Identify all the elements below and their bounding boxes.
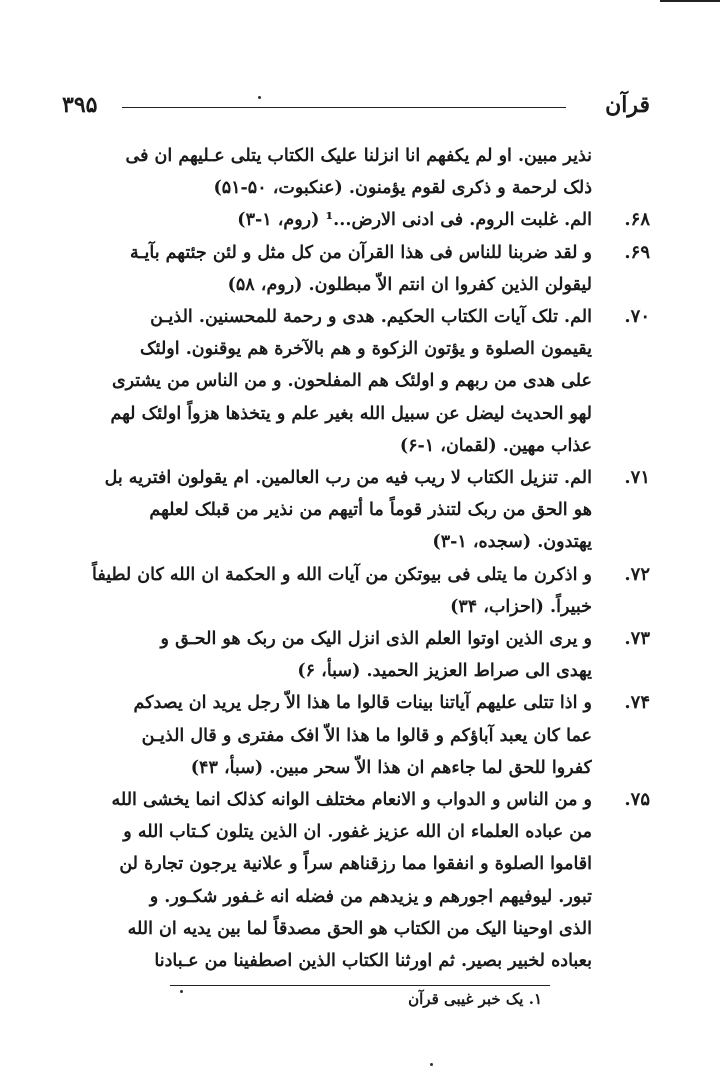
verse-line: علی هدی من ربهم و اولئک هم المفلحون. و من الناس من یشتری <box>111 371 592 392</box>
verse-number: ۶۹. <box>624 241 650 263</box>
verse-line: الم. غلبت الروم. فی ادنی الارض...¹ (روم، ۱-۳) <box>237 210 592 231</box>
verse-number: ۷۴. <box>624 692 650 714</box>
verse-text <box>62 140 592 204</box>
verse-line: هو الحق من ربک لتنذر قوماً ما أتیهم من نذیر من قبلک لعلهم <box>149 500 592 521</box>
verse-line: الم. تنزیل الکتاب لا ریب فیه من رب العالمین. ام یقولون افتریه بل <box>104 468 592 489</box>
verse-text <box>62 301 592 462</box>
verse-number: ۶۸. <box>624 209 650 231</box>
scan-speck <box>430 1063 433 1066</box>
verse-block <box>62 301 650 462</box>
verse-line: نذیر مبین. او لم یکفهم انا انزلنا علیک الکتاب یتلی عـلیهم ان فی <box>125 146 592 166</box>
footnote-rule <box>170 985 550 986</box>
verse-line: الذی اوحینا الیک من الکتاب هو الحق مصدقاً لما بین یدیه ان الله <box>127 918 592 939</box>
verse-block <box>62 559 650 623</box>
verse-line: لهو الحدیث لیضل عن سبیل الله بغیر علم و یتخذها هزواً اولئک لهم <box>110 403 592 424</box>
footnote: ۱. یک خبر غیبی قرآن <box>408 990 542 1008</box>
verse-line: و من الناس و الدواب و الانعام مختلف الوانه کذلک انما یخشی الله <box>111 790 592 811</box>
verse-line: یقیمون الصلوة و یؤتون الزکوة و هم بالآخرة هم یوقنون. اولئک <box>140 339 592 360</box>
verse-line: و اذکرن ما یتلی فی بیوتکن من آیات الله و الحکمة ان الله کان لطیفاً <box>92 564 592 585</box>
verse-text <box>62 462 592 559</box>
verse-block <box>62 623 650 687</box>
verse-text <box>62 204 592 236</box>
verse-number: ۷۱. <box>624 467 650 489</box>
verse-number: ۷۳. <box>624 628 650 650</box>
verse-line: عذاب مهین. (لقمان، ۱-۶) <box>399 435 592 456</box>
verse-line: و یری الذین اوتوا العلم الذی انزل الیک من ربک هو الحـق و <box>160 629 592 650</box>
verse-line: کفروا للحق لما جاءهم ان هذا الاّ سحر مبین. (سبأ، ۴۳) <box>190 757 592 778</box>
verse-block <box>62 687 650 784</box>
verse-number: ۷۰. <box>624 306 650 328</box>
verse-line: اقاموا الصلوة و انفقوا مما رزقناهم سراً و علانیة یرجون تجارة لن <box>119 854 592 875</box>
verse-text <box>62 237 592 301</box>
header-rule <box>122 107 566 108</box>
verse-number: ۷۵. <box>624 789 650 811</box>
verse-block <box>62 784 650 977</box>
verse-text <box>62 623 592 687</box>
verse-line: بعباده لخبیر بصیر. ثم اورثنا الکتاب الذین اصطفینا من عـبادنا <box>154 951 592 972</box>
scan-speck <box>180 990 183 993</box>
verse-line: ذلک لرحمة و ذکری لقوم یؤمنون. (عنکبوت، ۵۰-۵۱) <box>213 178 592 199</box>
page-header <box>62 92 650 122</box>
verse-text <box>62 784 592 977</box>
verse-line: لیقولن الذین کفروا ان انتم الاّ مبطلون. (روم، ۵۸) <box>227 274 592 295</box>
verse-block <box>62 204 650 236</box>
verse-line: خبیراً. (احزاب، ۳۴) <box>450 596 592 617</box>
verse-block <box>62 140 650 204</box>
page-body <box>62 140 650 977</box>
verse-text <box>62 687 592 784</box>
verse-block <box>62 462 650 559</box>
verse-line: عما کان یعبد آباؤکم و قالوا ما هذا الاّ افک مفتری و قال الذیـن <box>141 725 592 746</box>
verse-line: من عباده العلماء ان الله عزیز غفور. ان الذین یتلون کـتاب الله و <box>123 822 592 843</box>
verse-text <box>62 559 592 623</box>
scan-speck <box>258 96 261 99</box>
verse-line: الم. تلک آیات الکتاب الحکیم. هدی و رحمة للمحسنین. الذیـن <box>150 307 592 328</box>
verse-line: یهدی الی صراط العزیز الحمید. (سبأ، ۶) <box>297 661 592 682</box>
verse-line: تبور. لیوفیهم اجورهم و یزیدهم من فضله انه غـفور شکـور. و <box>149 886 592 907</box>
verse-line: و لقد ضربنا للناس فی هذا القرآن من کل مثل و لئن جئتهم بآیـة <box>129 242 592 263</box>
running-title: قرآن <box>605 92 650 118</box>
verse-block <box>62 237 650 301</box>
verse-line: و اذا تتلی علیهم آیاتنا بینات قالوا ما هذا الاّ رجل یرید ان یصدکم <box>133 693 592 714</box>
scan-edge-mark <box>660 0 720 8</box>
verse-number: ۷۲. <box>624 563 650 585</box>
page-number: ۳۹۵ <box>62 92 98 118</box>
verse-line: یهتدون. (سجده، ۱-۳) <box>432 532 592 553</box>
